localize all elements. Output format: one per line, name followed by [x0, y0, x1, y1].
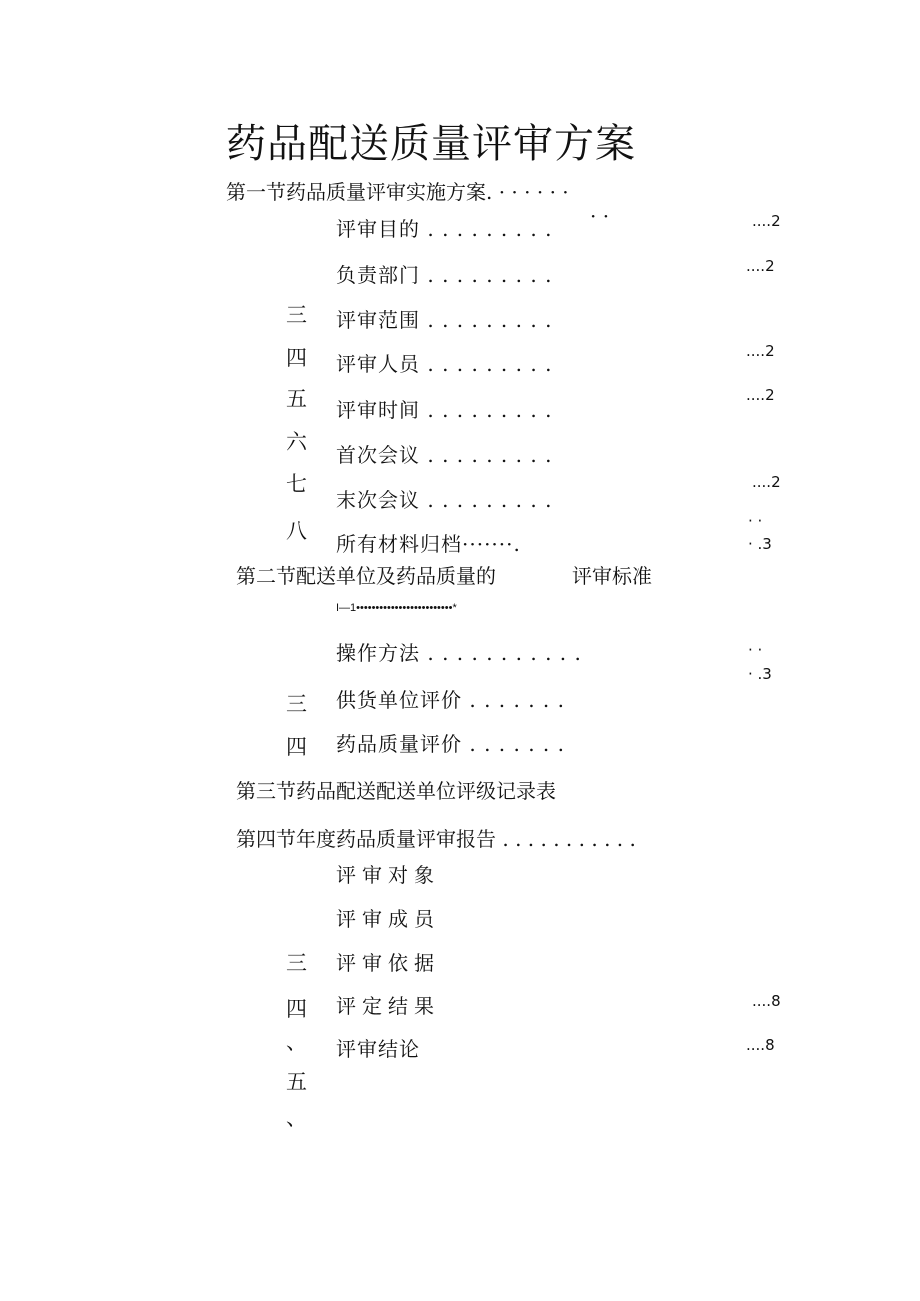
garbled-line: I—1•••••••••••••••••••••••••*: [336, 602, 457, 614]
document-title: 药品配送质量评审方案: [226, 121, 636, 167]
toc-page-number: ....2: [746, 257, 775, 275]
list-numeral: 五: [286, 1070, 307, 1094]
toc-item[interactable]: 评审成员: [336, 907, 440, 931]
toc-page-number: · ·: [748, 512, 763, 530]
toc-page-number: ....8: [746, 1036, 775, 1054]
list-numeral: 七: [286, 472, 307, 496]
list-mark: 、: [286, 1106, 307, 1130]
toc-page-number: · .3: [748, 665, 772, 683]
toc-page-number: ....8: [752, 992, 781, 1010]
section-1-heading-dots: · ·: [590, 204, 610, 228]
toc-item[interactable]: 首次会议 . . . . . . . . .: [336, 443, 553, 467]
section-3-heading: 第三节药品配送配送单位评级记录表: [236, 779, 556, 803]
section-1-heading: 第一节药品质量评审实施方案. · · · · · ·: [226, 180, 569, 204]
toc-item[interactable]: 操作方法 . . . . . . . . . . .: [336, 641, 582, 665]
list-numeral: 五: [286, 387, 307, 411]
toc-item[interactable]: 末次会议 . . . . . . . . .: [336, 488, 553, 512]
toc-page-number: ....2: [746, 342, 775, 360]
toc-item[interactable]: 评审目的 . . . . . . . . .: [336, 217, 553, 241]
list-numeral: 四: [286, 346, 307, 370]
toc-page-number: ....2: [752, 212, 781, 230]
toc-item[interactable]: 供货单位评价 . . . . . . .: [336, 688, 566, 712]
toc-item[interactable]: 负责部门 . . . . . . . . .: [336, 263, 553, 287]
list-mark: 、: [286, 1030, 307, 1054]
toc-item[interactable]: 评审对象: [336, 863, 440, 887]
section-2-heading-tail: 评审标准: [572, 564, 652, 588]
toc-item[interactable]: 药品质量评价 . . . . . . .: [336, 732, 566, 756]
list-numeral: 三: [286, 303, 307, 327]
toc-item[interactable]: 评审时间 . . . . . . . . .: [336, 398, 553, 422]
toc-page-number: · .3: [748, 535, 772, 553]
toc-item[interactable]: 评审结论: [336, 1037, 420, 1061]
list-numeral: 八: [286, 519, 307, 543]
section-4-heading: 第四节年度药品质量评审报告 . . . . . . . . . . .: [236, 827, 636, 851]
toc-item[interactable]: 评审人员 . . . . . . . . .: [336, 352, 553, 376]
toc-item[interactable]: 评定结果: [336, 994, 440, 1018]
toc-item[interactable]: 所有材料归档·······.: [336, 532, 521, 556]
section-2-heading: 第二节配送单位及药品质量的: [236, 564, 496, 588]
toc-page-number: ....2: [752, 473, 781, 491]
toc-item[interactable]: 评审范围 . . . . . . . . .: [336, 308, 553, 332]
toc-page-number: · ·: [748, 641, 763, 659]
list-numeral: 四: [286, 735, 307, 759]
list-numeral: 三: [286, 692, 307, 716]
toc-item[interactable]: 评审依据: [336, 951, 440, 975]
toc-page-number: ....2: [746, 386, 775, 404]
list-numeral: 六: [286, 430, 307, 454]
list-numeral: 四: [286, 997, 307, 1021]
list-numeral: 三: [286, 951, 307, 975]
